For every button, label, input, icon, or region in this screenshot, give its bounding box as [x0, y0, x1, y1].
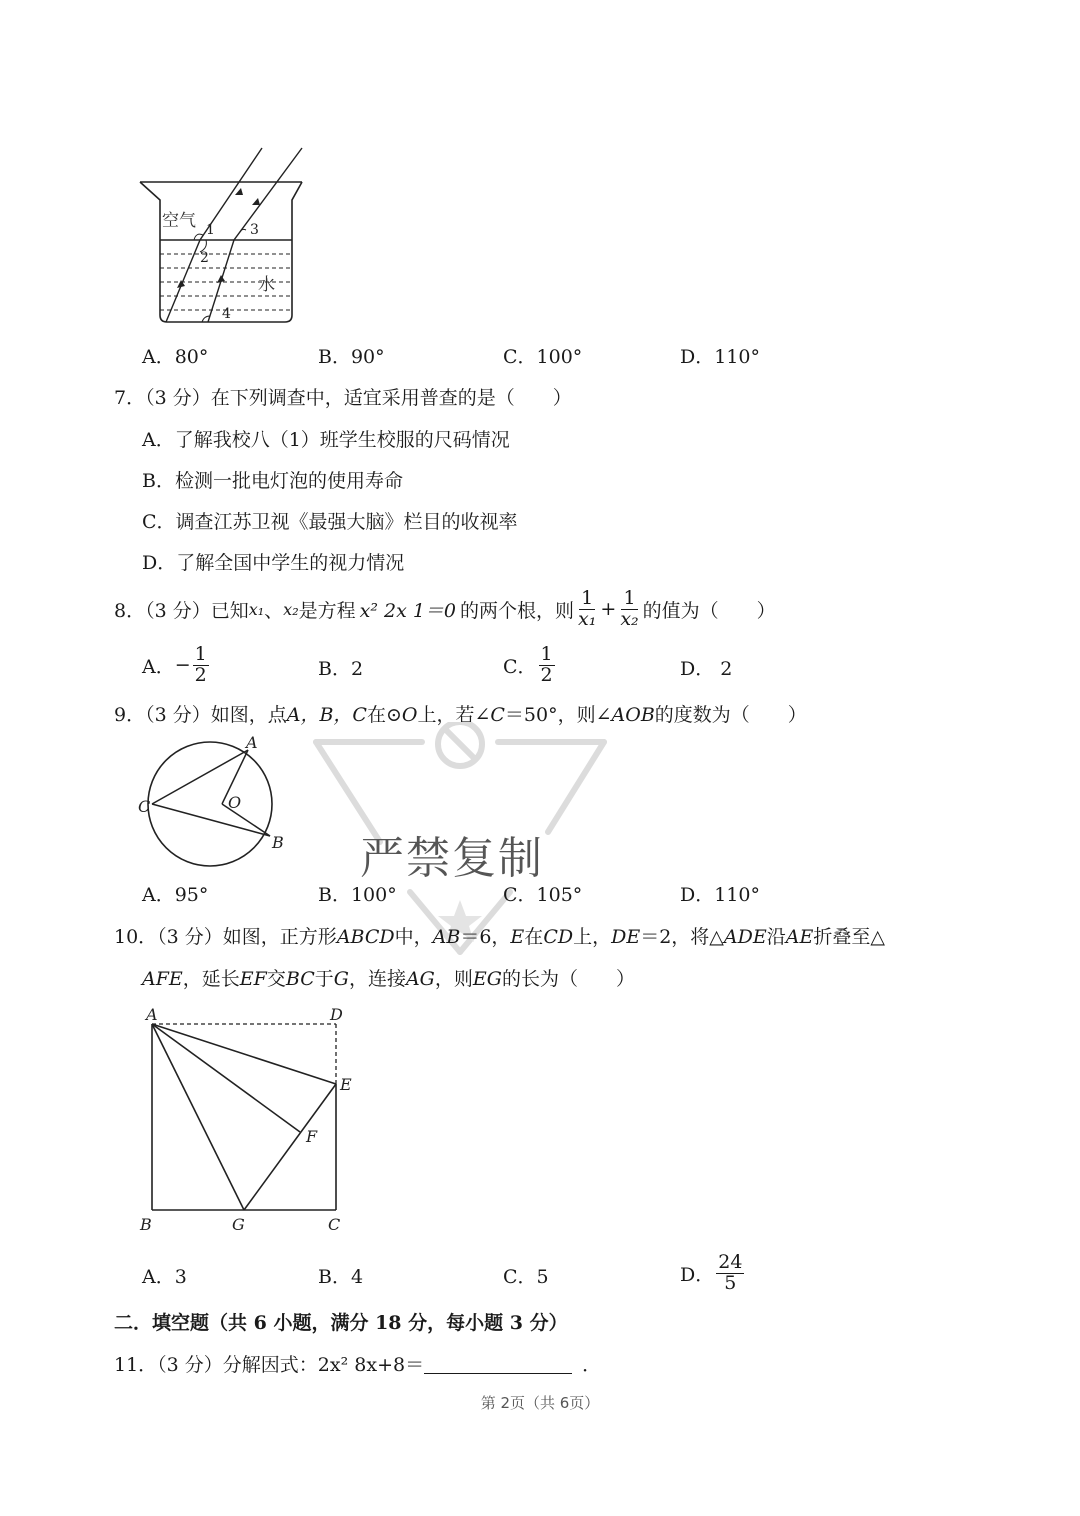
q10-zai: 在 [524, 926, 544, 948]
q8-mid2: 的两个根，则 [460, 599, 575, 622]
q8-option-a-sign: − [174, 654, 191, 676]
q9-AOB: AOB [611, 704, 655, 726]
q11-stem-text: 11．（3 分）分解因式：2x² 8x+8＝ [114, 1354, 425, 1376]
q10-option-a: A．3 [142, 1266, 187, 1288]
q8-option-c [503, 642, 557, 688]
q9-option-c: C．105° [503, 884, 583, 906]
square-label-e: E [340, 1075, 352, 1094]
q8-stem-post: 的值为（ ） [642, 599, 776, 622]
q8-option-c-num: 1 [540, 642, 553, 665]
water-label: 水 [258, 275, 275, 295]
q10-option-b: B．4 [318, 1266, 364, 1288]
q11-stem [114, 1350, 601, 1377]
q10-option-d [680, 1250, 746, 1296]
q8-stem [114, 584, 776, 634]
q10-e: E [510, 926, 525, 948]
q9-eq: ＝50°，则∠ [504, 704, 612, 726]
q10-abcd: ABCD [336, 926, 395, 948]
circle-figure [130, 732, 300, 872]
q10-option-d-prefix: D． [680, 1263, 715, 1286]
q10-stem-line2 [142, 964, 635, 991]
q8-option-d: D． 2 [680, 658, 733, 680]
q8-option-a-prefix: A． [142, 655, 175, 678]
q8-x1: x₁ [248, 599, 265, 619]
q8-frac1-den: x₁ [578, 607, 597, 630]
q10-ab-eq: ＝6， [460, 926, 511, 948]
q8-x2: x₂ [283, 599, 299, 619]
q10-option-c: C．5 [503, 1266, 549, 1288]
q8-option-a [142, 642, 211, 688]
q9-O: O [401, 704, 418, 726]
q10-option-d-den: 5 [724, 1271, 737, 1294]
section-2-title: 二．填空题（共 6 小题，满分 18 分，每小题 3 分） [114, 1312, 568, 1334]
watermark-text: 严禁复制 [360, 833, 544, 884]
circle-label-b: B [272, 833, 284, 852]
q10-stem-line1 [114, 922, 885, 949]
q10-de: DE [611, 926, 641, 948]
q10-ef: EF [239, 968, 267, 990]
q8-equation: x² 2x 1＝0 [359, 599, 457, 622]
q9-stem-post: 的度数为（ ） [654, 704, 807, 726]
square-label-g: G [232, 1215, 245, 1234]
circle-label-a: A [246, 733, 258, 752]
q10-yanchang: ，延长 [182, 968, 240, 990]
q8-frac1-num: 1 [581, 586, 594, 609]
q8-frac1 [576, 586, 598, 630]
q10-zhong: 中， [394, 926, 433, 948]
square-label-c: C [328, 1215, 341, 1234]
q7-option-d: D．了解全国中学生的视力情况 [142, 552, 405, 574]
q7-option-a: A．了解我校八（1）班学生校服的尺码情况 [142, 429, 510, 451]
q10-post: 的长为（ ） [501, 968, 635, 990]
q10-eg: EG [472, 968, 502, 990]
angle-2-label: 2 [200, 250, 209, 266]
q10-bc: BC [285, 968, 315, 990]
q9-stem-pre: 9．（3 分）如图，点 [114, 704, 287, 726]
square-label-d: D [330, 1005, 343, 1024]
q10-ag: AG [405, 968, 435, 990]
q8-option-c-frac [539, 642, 555, 686]
q10-afe: AFE [142, 968, 183, 990]
q10-g: G [333, 968, 349, 990]
circle-label-c: C [138, 797, 151, 816]
q6-option-c: C．100° [503, 346, 583, 368]
square-label-a: A [146, 1005, 158, 1024]
q10-ab: AB [432, 926, 461, 948]
square-label-b: B [140, 1215, 152, 1234]
angle-1-label: 1 [206, 222, 215, 238]
beaker-figure [130, 140, 320, 340]
q8-stem-pre: 8．（3 分）已知 [114, 599, 249, 622]
square-figure [130, 1000, 370, 1240]
q10-jiao: 交 [266, 968, 286, 990]
q6-option-b: B．90° [318, 346, 385, 368]
q10-line1-pre: 10．（3 分）如图，正方形 [114, 926, 337, 948]
q10-de-eq: ＝2，将△ [640, 926, 724, 948]
air-label: 空气 [162, 211, 196, 231]
q8-option-b: B．2 [318, 658, 364, 680]
q9-in: 在⊙ [366, 704, 402, 726]
q10-ade: ADE [723, 926, 767, 948]
q10-option-d-frac [716, 1250, 744, 1294]
q8-option-c-prefix: C． [503, 655, 537, 678]
q8-frac2-num: 1 [623, 586, 636, 609]
q10-lianjie: ，连接 [348, 968, 406, 990]
q8-option-a-frac [193, 642, 209, 686]
q11-post: ． [582, 1354, 602, 1376]
q6-option-a: A．80° [142, 346, 209, 368]
q6-option-d: D．110° [680, 346, 760, 368]
q8-option-a-num: 1 [194, 642, 207, 665]
q8-mid: 是方程 [298, 599, 356, 622]
square-label-f: F [306, 1127, 318, 1146]
q7-option-b: B．检测一批电灯泡的使用寿命 [142, 470, 403, 492]
q10-yu: 于 [314, 968, 334, 990]
q9-on: 上，若∠ [417, 704, 491, 726]
q9-option-b: B．100° [318, 884, 397, 906]
q10-zhe: 折叠至△ [813, 926, 885, 948]
q8-frac2 [618, 586, 640, 630]
q10-yan: 沿 [766, 926, 786, 948]
q9-C: C [490, 704, 505, 726]
circle-label-o: O [228, 793, 242, 812]
q10-shang: 上， [573, 926, 612, 948]
page-footer: 第 2页（共 6页） [480, 1394, 600, 1412]
q9-option-d: D．110° [680, 884, 760, 906]
q9-option-a: A．95° [142, 884, 209, 906]
q8-sep: 、 [264, 599, 284, 622]
q7-option-c: C．调查江苏卫视《最强大脑》栏目的收视率 [142, 511, 518, 533]
q7-stem: 7．（3 分）在下列调查中，适宜采用普查的是（ ） [114, 387, 572, 409]
q10-ae: AE [785, 926, 814, 948]
q10-option-d-num: 24 [718, 1250, 743, 1273]
angle-3-label: 3 [250, 222, 259, 238]
angle-4-label: 4 [222, 306, 231, 322]
q10-cd: CD [543, 926, 574, 948]
q8-frac2-den: x₂ [620, 607, 639, 630]
q11-answer-blank[interactable] [424, 1355, 572, 1374]
q8-option-c-den: 2 [540, 663, 553, 686]
q8-option-a-den: 2 [194, 663, 207, 686]
q8-plus: + [600, 598, 617, 620]
q9-points: A，B，C [286, 704, 367, 726]
q10-ze: ，则 [434, 968, 473, 990]
